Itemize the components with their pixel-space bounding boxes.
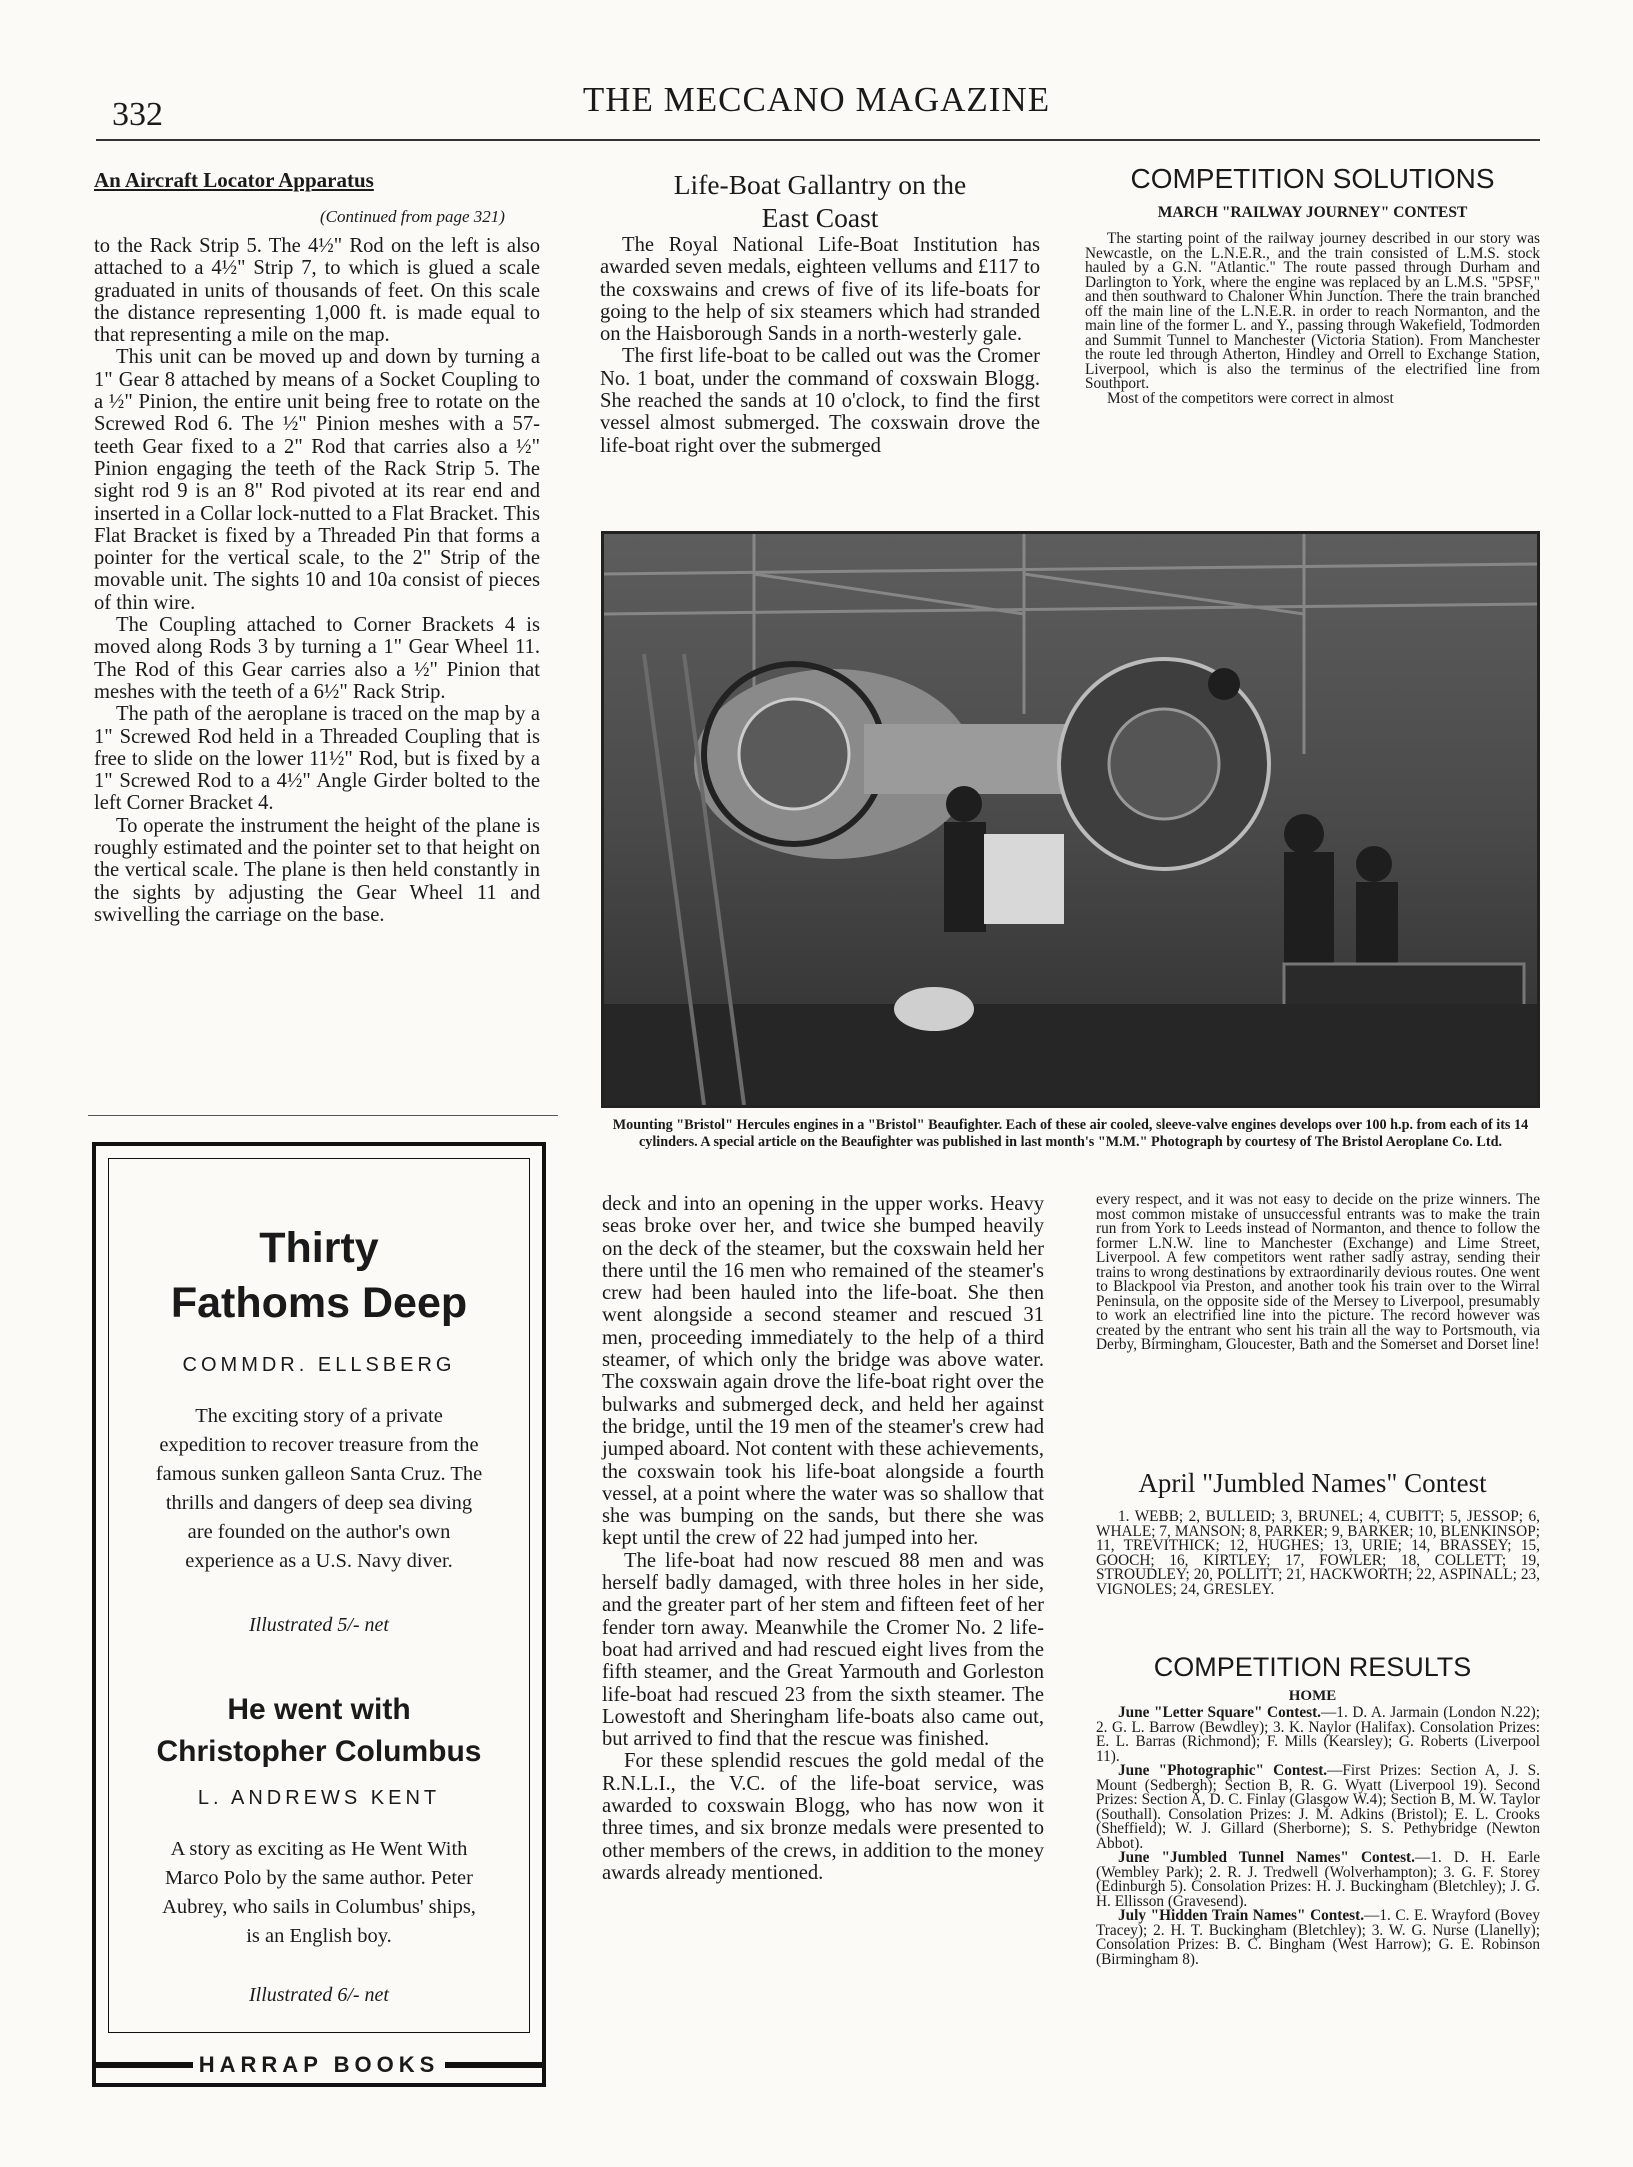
winners: —First Prizes: Section A, J. S. Mount (Sedbergh); Section B, R. G. Wyatt (Liverpool 19). Second Prizes: Section A, D. C. Finlay (Glasgow W.4); Section B, M. W. Taylor (Southall). Consolation Prizes: J. M. Adkins (Bristol); E. L. Crooks (Sheffield); W. J. Gillard (Sherborne); S. S. Pethybridge (Newton Abbot). <box>1096 1762 1540 1852</box>
publisher-name: HARRAP BOOKS <box>198 2052 440 2077</box>
column-rule <box>88 1115 558 1116</box>
paragraph: every respect, and it was not easy to decide on the prize winners. The most common mistake of unsuccessful entrants was to make the train run from York to Leeds instead of Normanton, and thence to follow the former L.N.W. line to Manchester (Exchange) and Lime Street, Liverpool. A few competitors went rather sadly astray, sending their trains to wrong destinations by extraordinarily devious routes. One went to Blackpool via Preston, and another took his train over to the Wirral Peninsula, on the opposite side of the Mersey to Liverpool, presumably to work an electrified line into the picture. The record however was created by the entrant who sent his train all the way to Portsmouth, via Derby, Birmingham, Gloucester, Bath and the Somerset and Dorset line! <box>1096 1191 1540 1353</box>
book2-author: L. ANDREWS KENT <box>197 1787 441 1809</box>
harrap-books-advert <box>92 1142 546 2087</box>
paragraph: For these splendid rescues the gold medal of the R.N.L.I., the V.C. of the life-boat service, was awarded to coxswain Blogg, who has now won it three times, and six bronze medals were presented to other members of the crews, in addition to the money awards already mentioned. <box>602 1750 1044 1884</box>
winners: —1. C. E. Wrayford (Bovey Tracey); 2. H. T. Buckingham (Bletchley); 3. W. G. Nurse (Llanelly); Consolation Prizes: B. C. Bingham (West Harrow); G. E. Robinson (Birmingham 8). <box>1096 1907 1540 1968</box>
book2-blurb: A story as exciting as He Went With Marco Polo by the same author. Peter Aubrey, who sails in Columbus' ships, is an English boy. <box>162 1838 476 1947</box>
book2-title <box>109 1689 529 1773</box>
book1-price: Illustrated 5/- net <box>249 1614 389 1636</box>
lifeboat-article-title <box>600 168 1040 234</box>
jumbled-names-answers <box>1096 1510 1540 1597</box>
paragraph: The Coupling attached to Corner Brackets 4 is moved along Rods 3 by turning a 1" Gear Wheel 11. The Rod of this Gear carries also a ½" Pinion that meshes with the teeth of a 6½" Rack Strip. <box>94 614 540 703</box>
solutions-body-top <box>1085 232 1540 406</box>
result-entry <box>1096 1851 1540 1909</box>
photo-caption: Mounting "Bristol" Hercules engines in a "Bristol" Beaufighter. Each of these air cooled, sleeve-valve engines develops over 100 h.p. from each of its 14 cylinders. A special article on the Beaufighter was published in last month's "M.M." Photograph by courtesy of The Bristol Aeroplane Co. Ltd. <box>612 1117 1529 1150</box>
jumbled-names-title: April "Jumbled Names" Contest <box>1138 1468 1487 1498</box>
paragraph: Most of the competitors were correct in almost <box>1107 389 1394 407</box>
continued-note: (Continued from page 321) <box>320 207 505 226</box>
paragraph: The starting point of the railway journey described in our story was Newcastle, on the L.N.E.R., and the train consisted of L.M.S. stock hauled by a G.N. "Atlantic." The route passed through Durham and Darlington to York, where the engine was replaced by an L.M.S. "5PSF," and then southward to Chaloner Whin Junction. There the train branched off the main line of the L.N.E.R. in order to reach Normanton, and the main line of the former L. and Y., passing through Wakefield, Todmorden and Summit Tunnel to Manchester (Victoria Station). From Manchester the route led through Atherton, Hindley and Orrell to Exchange Station, Liverpool, which is also the terminus of the electrified line from Southport. <box>1085 230 1540 392</box>
book1-author: COMMDR. ELLSBERG <box>182 1354 456 1376</box>
contest-name: June "Jumbled Tunnel Names" Contest. <box>1118 1849 1415 1866</box>
magazine-title: THE MECCANO MAGAZINE <box>582 80 1051 119</box>
header-rule <box>96 139 1540 141</box>
book1-blurb: The exciting story of a private expedition to recover treasure from the famous sunken galleon Santa Cruz. The thrills and dangers of deep sea diving are founded on the author's own experience as a U.S. Navy diver. <box>155 1405 483 1572</box>
results-list <box>1096 1706 1540 1967</box>
advert-footer <box>96 2045 542 2085</box>
contest-name: July "Hidden Train Names" Contest. <box>1118 1907 1365 1924</box>
contest-name: June "Letter Square" Contest. <box>1118 1704 1321 1721</box>
paragraph: The life-boat had now rescued 88 men and was herself badly damaged, with three holes in her side, and the greater part of her stem and fifteen feet of her fender torn away. Meanwhile the Cromer No. 2 life-boat had arrived and had rescued eight lives from the fifth steamer, and the Great Yarmouth and Gorleston life-boat had rescued 23 from the sixth steamer. The Lowestoft and Sheringham life-boats also came out, but arrived to find that the rescue was finished. <box>602 1549 1044 1751</box>
aircraft-article-body <box>94 235 540 926</box>
page-number: 332 <box>112 96 163 133</box>
contest-name: June "Photographic" Contest. <box>1118 1762 1328 1779</box>
book2-title-line: Christopher Columbus <box>156 1735 482 1768</box>
footer-bar <box>445 2062 542 2068</box>
result-entry <box>1096 1706 1540 1764</box>
winners: —1. D. H. Earle (Wembley Park); 2. R. J. Tredwell (Wolverhampton); 3. G. F. Storey (Edinburgh 5). Consolation Prizes: H. J. Buckingham (Bletchley); J. G. H. Ellisson (Gravesend). <box>1096 1849 1540 1910</box>
paragraph: 1. WEBB; 2, BULLEID; 3, BRUNEL; 4, CUBITT; 5, JESSOP; 6, WHALE; 7, MANSON; 8, PARKER; 9, BARKER; 10, BLENKINSOP; 11, TREVITHICK; 12, HUGHES; 13, URIE; 14, BRASSEY; 15, GOOCH; 16, KIRTLEY; 17, FOWLER; 18, COLLETT; 19, STROUDLEY; 20, POLLITT; 21, HACKWORTH; 22, ASPINALL; 23, VIGNOLES; 24, GRESLEY. <box>1096 1508 1540 1598</box>
photo-illustration <box>604 534 1537 1105</box>
paragraph: The path of the aeroplane is traced on the map by a 1" Screwed Rod held in a Threaded Coupling that is free to slide on the lower 11½" Rod, but is fixed by a 1" Screwed Rod to a 4½" Angle Girder bolted to the left Corner Bracket 4. <box>94 703 540 815</box>
book2-price: Illustrated 6/- net <box>249 1984 389 2006</box>
book1-title <box>109 1221 529 1331</box>
book2-title-line: He went with <box>227 1693 411 1726</box>
paragraph: deck and into an opening in the upper works. Heavy seas broke over her, and twice she bumped heavily on the deck of the steamer, but the coxswain held her there until the 16 men who remained of the steamer's crew had been hauled into the life-boat. She then went alongside a second steamer and rescued 31 men, proceeding immediately to the help of a third steamer, of which only the bridge was above water. The coxswain again drove the life-boat right over the bulwarks and submerged deck, and held her against the bridge, until the 19 men of the steamer's crew had jumped aboard. Not content with these achievements, the coxswain took his life-boat alongside a fourth vessel, at a point where the water was so shallow that she was bumping on the sands, but there she was kept until the crew of 22 had jumped into her. <box>602 1193 1044 1550</box>
paragraph: The first life-boat to be called out was the Cromer No. 1 boat, under the command of coxswain Blogg. She reached the sands at 10 o'clock, to find the first vessel almost submerged. The coxswain drove the life-boat right over the submerged <box>600 345 1040 457</box>
paragraph: to the Rack Strip 5. The 4½" Rod on the left is also attached to a 4½" Strip 7, to which is glued a scale graduated in units of thousands of feet. On this scale the distance representing 1,000 ft. is made equal to that representing a mile on the map. <box>94 235 540 347</box>
lifeboat-article-top <box>600 234 1040 457</box>
factory-photograph <box>601 531 1540 1108</box>
advert-inner-border <box>108 1158 530 2033</box>
footer-bar <box>96 2062 193 2068</box>
solutions-subtitle: MARCH "RAILWAY JOURNEY" CONTEST <box>1157 204 1468 221</box>
result-entry <box>1096 1764 1540 1851</box>
results-title: COMPETITION RESULTS <box>1153 1652 1472 1682</box>
lifeboat-article-bottom <box>602 1193 1044 1884</box>
results-subtitle: HOME <box>1288 1688 1337 1704</box>
winners: —1. D. A. Jarmain (London N.22); 2. G. L. Barrow (Bewdley); 3. K. Naylor (Halifax). Consolation Prizes: E. L. Barras (Richmond); F. Mills (Kearsley); G. Roberts (Liverpool 11). <box>1096 1704 1541 1765</box>
solutions-body-bottom <box>1096 1193 1540 1353</box>
paragraph: To operate the instrument the height of the plane is roughly estimated and the pointer set to that height on the vertical scale. The plane is then held constantly in the sights by adjusting the Gear Wheel 11 and swivelling the carriage on the base. <box>94 814 540 926</box>
title-line: East Coast <box>761 202 879 233</box>
result-entry <box>1096 1909 1540 1967</box>
book1-title-line: Fathoms Deep <box>170 1279 468 1327</box>
aircraft-article-title: An Aircraft Locator Apparatus <box>94 168 374 192</box>
solutions-title: COMPETITION SOLUTIONS <box>1130 163 1495 194</box>
paragraph: This unit can be moved up and down by turning a 1" Gear 8 attached by means of a Socket Coupling to a ½" Pinion, the entire unit being free to rotate on the Screwed Rod 6. The ½" Pinion meshes with a 57-teeth Gear fixed to a 2" Rod that carries also a ½" Pinion engaging the teeth of the Rack Strip 5. The sight rod 9 is an 8" Rod pivoted at its rear end and inserted in a Collar lock-nutted to a Flat Bracket. This Flat Bracket is fixed by a Threaded Pin that forms a pointer for the vertical scale, to the 2" Strip of the movable unit. The sights 10 and 10a consist of pieces of thin wire. <box>94 346 540 614</box>
title-line: Life-Boat Gallantry on the <box>673 169 967 200</box>
paragraph: The Royal National Life-Boat Institution has awarded seven medals, eighteen vellums and £117 to the coxswains and crews of five of its life-boats for going to the help of six steamers which had stranded on the Haisborough Sands in a north-westerly gale. <box>600 234 1040 346</box>
book1-title-line: Thirty <box>259 1224 379 1272</box>
